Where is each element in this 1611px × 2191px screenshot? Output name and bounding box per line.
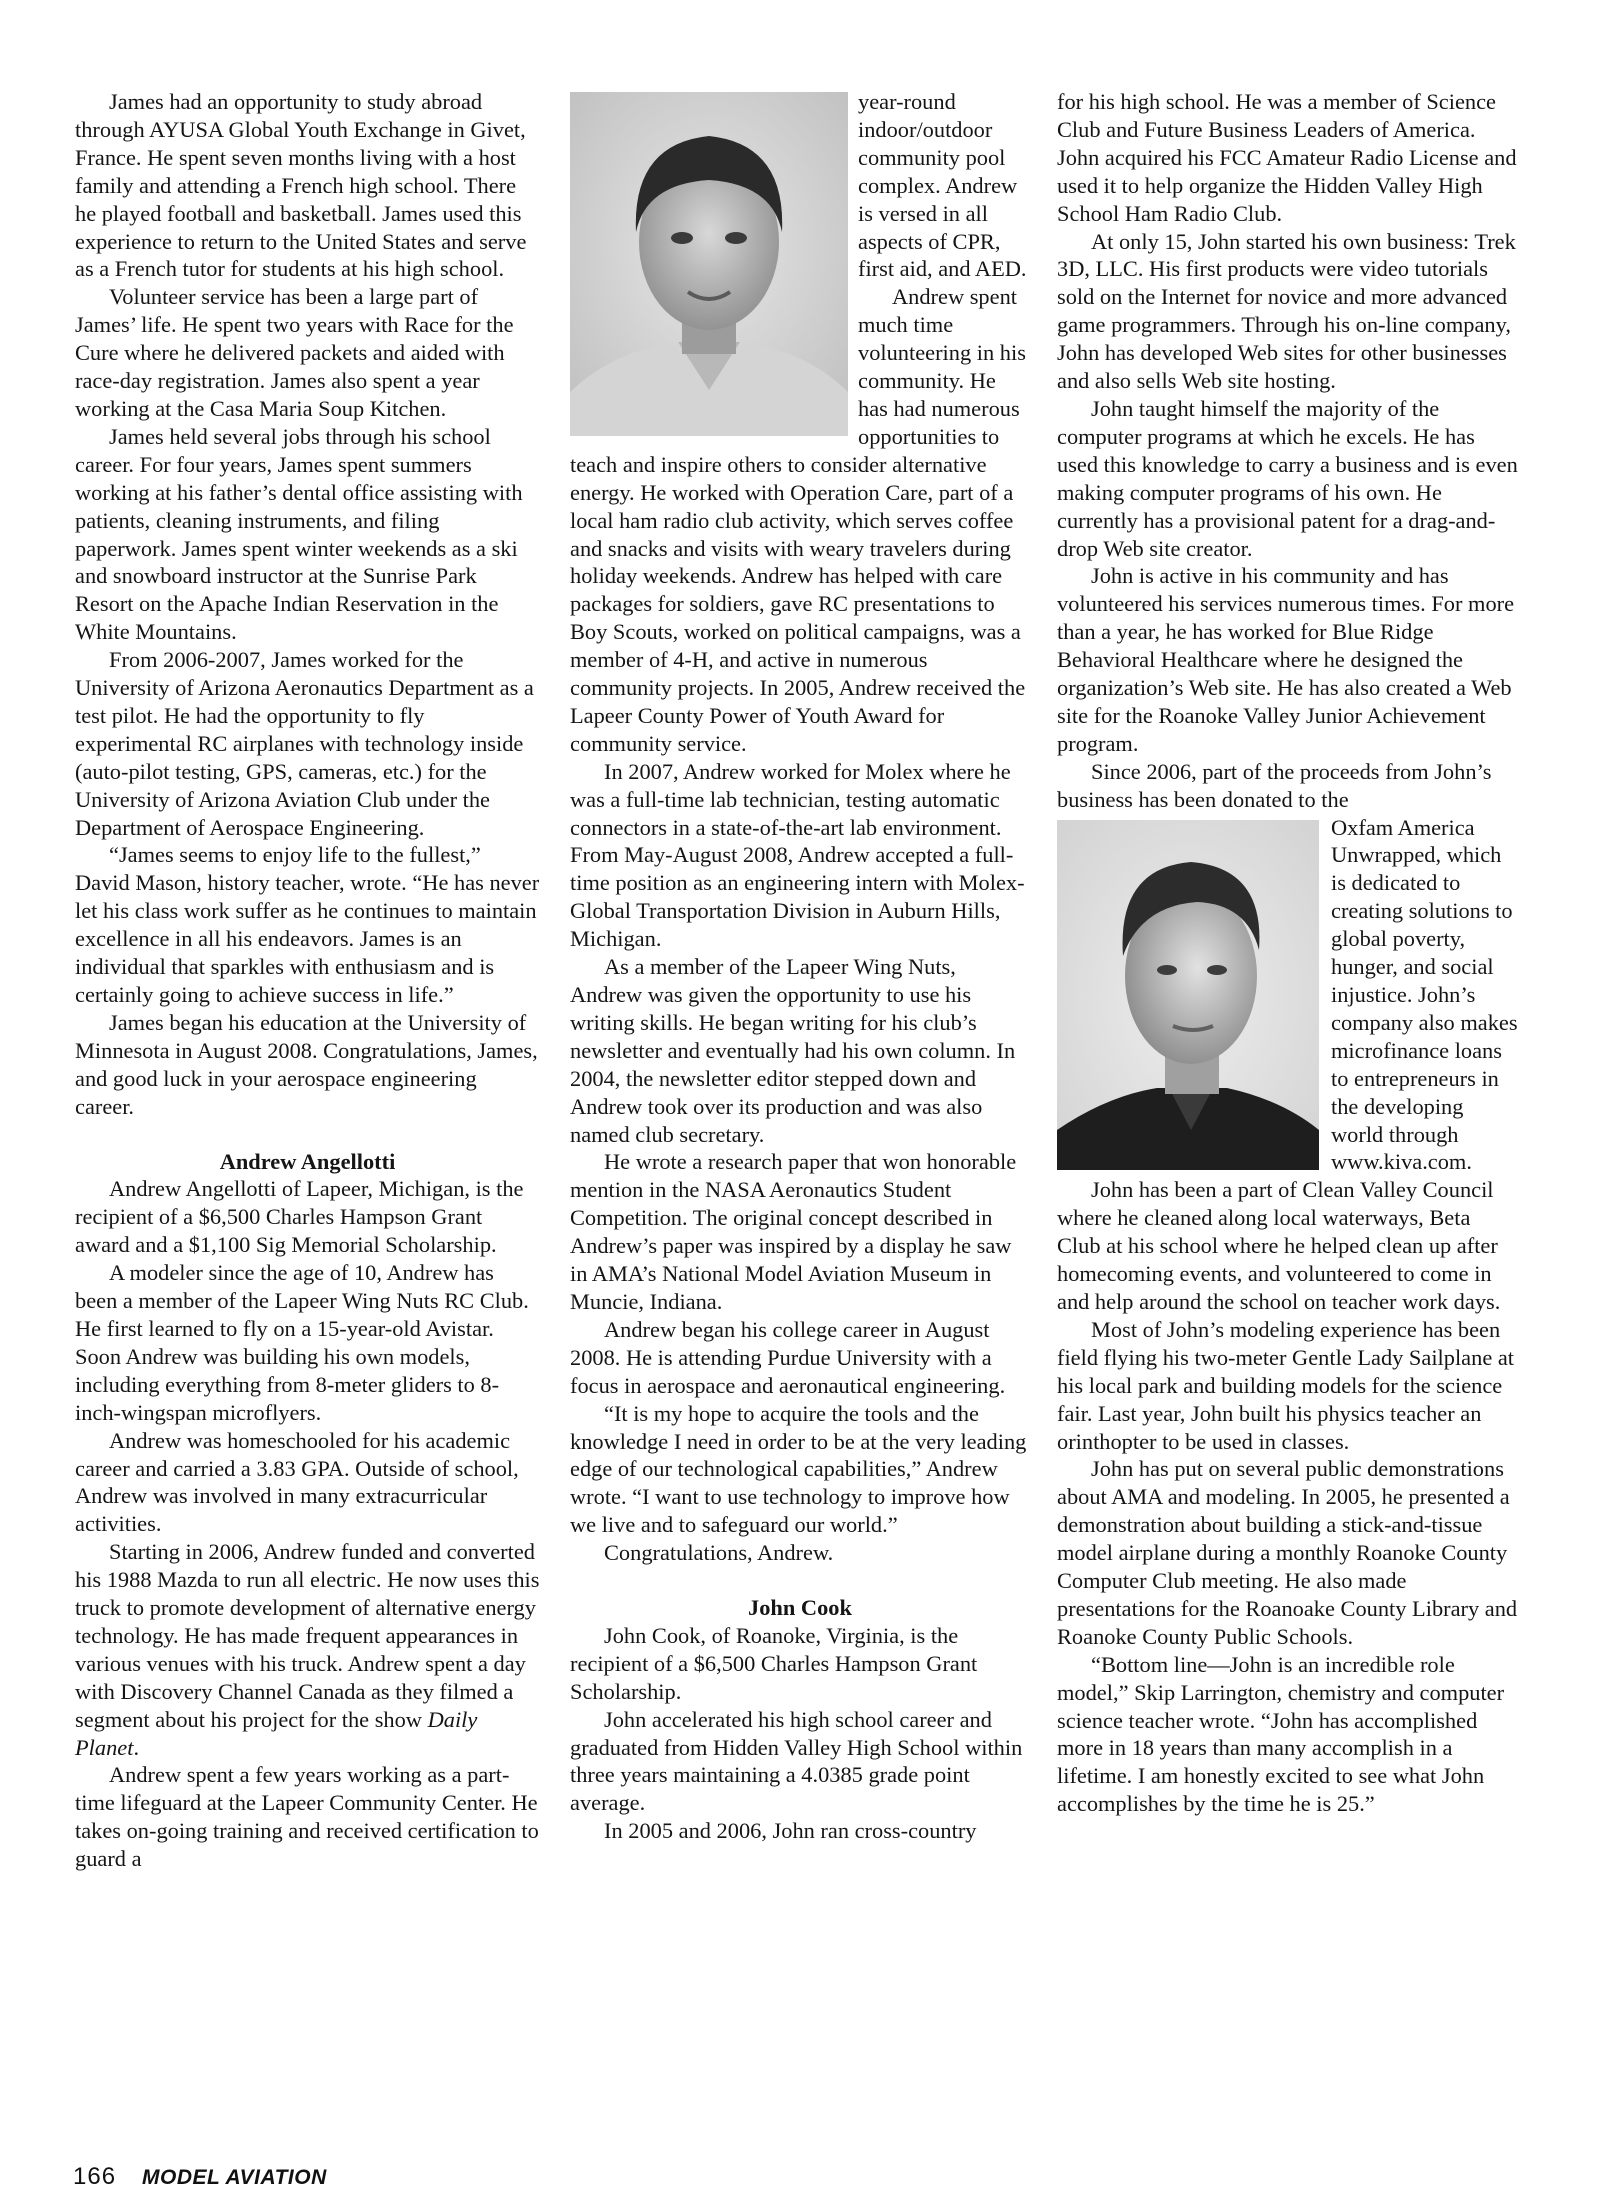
page-number: 166: [73, 2163, 117, 2190]
paragraph: John has put on several public demonstrations about AMA and modeling. In 2005, he presented a demonstration about building a stick-and-tissue model airplane during a monthly Roanoke County Computer Club meeting. He also made presentations for the Roanoake County Library and Roanoke County Public Schools.: [1057, 1456, 1518, 1649]
column-right: [1057, 88, 1519, 1818]
paragraph: [75, 1538, 540, 1761]
paragraph: James held several jobs through his school career. For four years, James spent summers working at his father’s dental office assisting with patients, cleaning instruments, and filing paperwork. James spent winter weekends as a ski and snowboard instructor at the Sunrise Park Resort on the Apache Indian Reservation in the White Mountains.: [75, 423, 523, 645]
paragraph-text: Oxfam America Unwrapped, which is dedicated to creating solutions to global poverty, hunger, and social injustice. John’s company also makes microfinance loans to entrepreneurs in the developing world through www.kiva.com.: [1331, 814, 1518, 1175]
paragraph: Andrew was homeschooled for his academic career and carried a 3.83 GPA. Outside of school, Andrew was involved in many extracurricular activities.: [75, 1427, 519, 1537]
paragraph: Andrew spent much time volunteering in his community. He has had numerous opportunities to teach and inspire others to consider alternative energy. He worked with Operation Care, part of a local ham radio club activity, which serves coffee and snacks and visits with weary travelers during holiday weekends. Andrew has helped with care packages for soldiers, gave RC presentations to Boy Scouts, worked on political campaigns, was a member of 4-H, and active in numerous community projects. In 2005, Andrew received the Lapeer County Power of Youth Award for community service.: [570, 284, 1026, 756]
paragraph: Congratulations, Andrew.: [604, 1540, 834, 1566]
paragraph: Since 2006, part of the proceeds from John’s business has been donated to the: [1057, 758, 1492, 812]
paragraph-text: .: [133, 1734, 140, 1760]
paragraph-text: year-round indoor/outdoor community pool complex. Andrew is versed in all aspects of CPR, first aid, and AED.: [858, 89, 1027, 282]
paragraph-text: Starting in 2006, Andrew funded and converted his 1988 Mazda to run all electric. He now uses this truck to promote development of alternative energy technology. He has made frequent appearances in various venues with his truck. Andrew spent a day with Discovery Channel Canada as they filmed a segment about his project for the show: [75, 1539, 540, 1732]
paragraph: A modeler since the age of 10, Andrew has been a member of the Lapeer Wing Nuts RC Club. He first learned to fly on a 15-year-old Avistar. Soon Andrew was building his own models, including everything from 8-meter gliders to 8-inch-wingspan microflyers.: [75, 1260, 529, 1425]
paragraph: Andrew Angellotti of Lapeer, Michigan, is the recipient of a $6,500 Charles Hampson Grant award and a $1,100 Sig Memorial Scholarship.: [75, 1176, 524, 1258]
column-left: [75, 88, 540, 1873]
paragraph: In 2007, Andrew worked for Molex where he was a full-time lab technician, testing automatic connectors in a state-of-the-art lab environment. From May-August 2008, Andrew accepted a full-time position as an engineering intern with Molex-Global Transportation Division in Auburn Hills, Michigan.: [570, 758, 1025, 952]
paragraph: “James seems to enjoy life to the fullest,” David Mason, history teacher, wrote. “He has never let his class work suffer as he continues to maintain excellence in all his endeavors. James is an individual that sparkles with enthusiasm and is certainly going to achieve success in life.”: [75, 842, 540, 1007]
paragraph: John is active in his community and has volunteered his services numerous times. For more than a year, he has worked for Blue Ridge Behavioral Healthcare where he designed the organization’s Web site. He has also created a Web site for the Roanoke Valley Junior Achievement program.: [1057, 563, 1515, 756]
section-heading-andrew: Andrew Angellotti: [219, 1148, 396, 1174]
page-footer: [73, 2163, 327, 2191]
paragraph: Andrew spent a few years working as a part-time lifeguard at the Lapeer Community Center. He takes on-going training and received certification to guard a: [75, 1762, 539, 1872]
paragraph: From 2006-2007, James worked for the University of Arizona Aeronautics Department as a test pilot. He had the opportunity to fly experimental RC airplanes with technology inside (auto-pilot testing, GPS, cameras, etc.) for the University of Arizona Aviation Club under the Department of Aerospace Engineering.: [75, 647, 534, 840]
paragraph: “Bottom line—John is an incredible role model,” Skip Larrington, chemistry and computer science teacher wrote. “John has accomplished more in 18 years than many accomplish in a lifetime. I am honestly excited to see what John accomplishes by the time he is 25.”: [1057, 1651, 1505, 1817]
paragraph: At only 15, John started his own business: Trek 3D, LLC. His first products were video tutorials sold on the Internet for novice and more advanced game programmers. Through his on-line company, John has developed Web sites for other businesses and also sells Web site hosting.: [1057, 228, 1516, 394]
andrew-portrait-photo: [570, 92, 848, 436]
paragraph: He wrote a research paper that won honorable mention in the NASA Aeronautics Student Competition. The original concept described in Andrew’s paper was inspired by a display he saw in AMA’s National Model Aviation Museum in Muncie, Indiana.: [570, 1149, 1017, 1314]
paragraph: [570, 88, 1030, 283]
paragraph: Andrew began his college career in August 2008. He is attending Purdue University with a focus in aerospace and aeronautical engineering.: [570, 1316, 1006, 1398]
paragraph: “It is my hope to acquire the tools and the knowledge I need in order to be at the very leading edge of our technological capabilities,” Andrew wrote. “I want to use technology to improve how we live and to safeguard our world.”: [570, 1400, 1027, 1538]
john-portrait-photo: [1057, 820, 1319, 1170]
paragraph: John Cook, of Roanoke, Virginia, is the recipient of a $6,500 Charles Hampson Grant Scholarship.: [570, 1622, 978, 1704]
show-title: Daily Planet: [75, 1706, 478, 1760]
paragraph: John accelerated his high school career and graduated from Hidden Valley High School within three years maintaining a 4.0385 grade point average.: [570, 1706, 1023, 1816]
paragraph: John has been a part of Clean Valley Council where he cleaned along local waterways, Beta Club at his school where he helped clean up after homecoming events, and volunteered to come in and help around the school on teacher work days.: [1057, 1177, 1501, 1314]
paragraph: Volunteer service has been a large part of James’ life. He spent two years with Race for the Cure where he delivered packets and aided with race-day registration. James also spent a year working at the Casa Maria Soup Kitchen.: [75, 284, 514, 421]
paragraph: As a member of the Lapeer Wing Nuts, Andrew was given the opportunity to use his writing skills. He began writing for his club’s newsletter and eventually had his own column. In 2004, the newsletter editor stepped down and Andrew took over its production and was also named club secretary.: [570, 954, 1016, 1147]
paragraph: for his high school. He was a member of Science Club and Future Business Leaders of America. John acquired his FCC Amateur Radio License and used it to help organize the Hidden Valley High School Ham Radio Club.: [1057, 89, 1517, 226]
paragraph: James began his education at the University of Minnesota in August 2008. Congratulations, James, and good luck in your aerospace engineering career.: [75, 1009, 538, 1119]
magazine-name: MODEL AVIATION: [142, 2166, 327, 2189]
section-heading-john: John Cook: [748, 1595, 852, 1621]
paragraph: John taught himself the majority of the computer programs at which he excels. He has used this knowledge to carry a business and is even making computer programs of his own. He currently has a provisional patent for a drag-and-drop Web site creator.: [1057, 395, 1518, 561]
paragraph: James had an opportunity to study abroad through AYUSA Global Youth Exchange in Givet, France. He spent seven months living with a host family and attending a French high school. There he played football and basketball. James used this experience to return to the United States and serve as a French tutor for students at his high school.: [75, 89, 527, 282]
column-middle: [570, 88, 1030, 1845]
paragraph: Most of John’s modeling experience has been field flying his two-meter Gentle Lady Sailplane at his local park and building models for the science fair. Last year, John built his physics teacher an orinthopter to be used in classes.: [1057, 1316, 1515, 1454]
paragraph: [1057, 814, 1519, 1177]
paragraph: In 2005 and 2006, John ran cross-country: [604, 1818, 977, 1844]
